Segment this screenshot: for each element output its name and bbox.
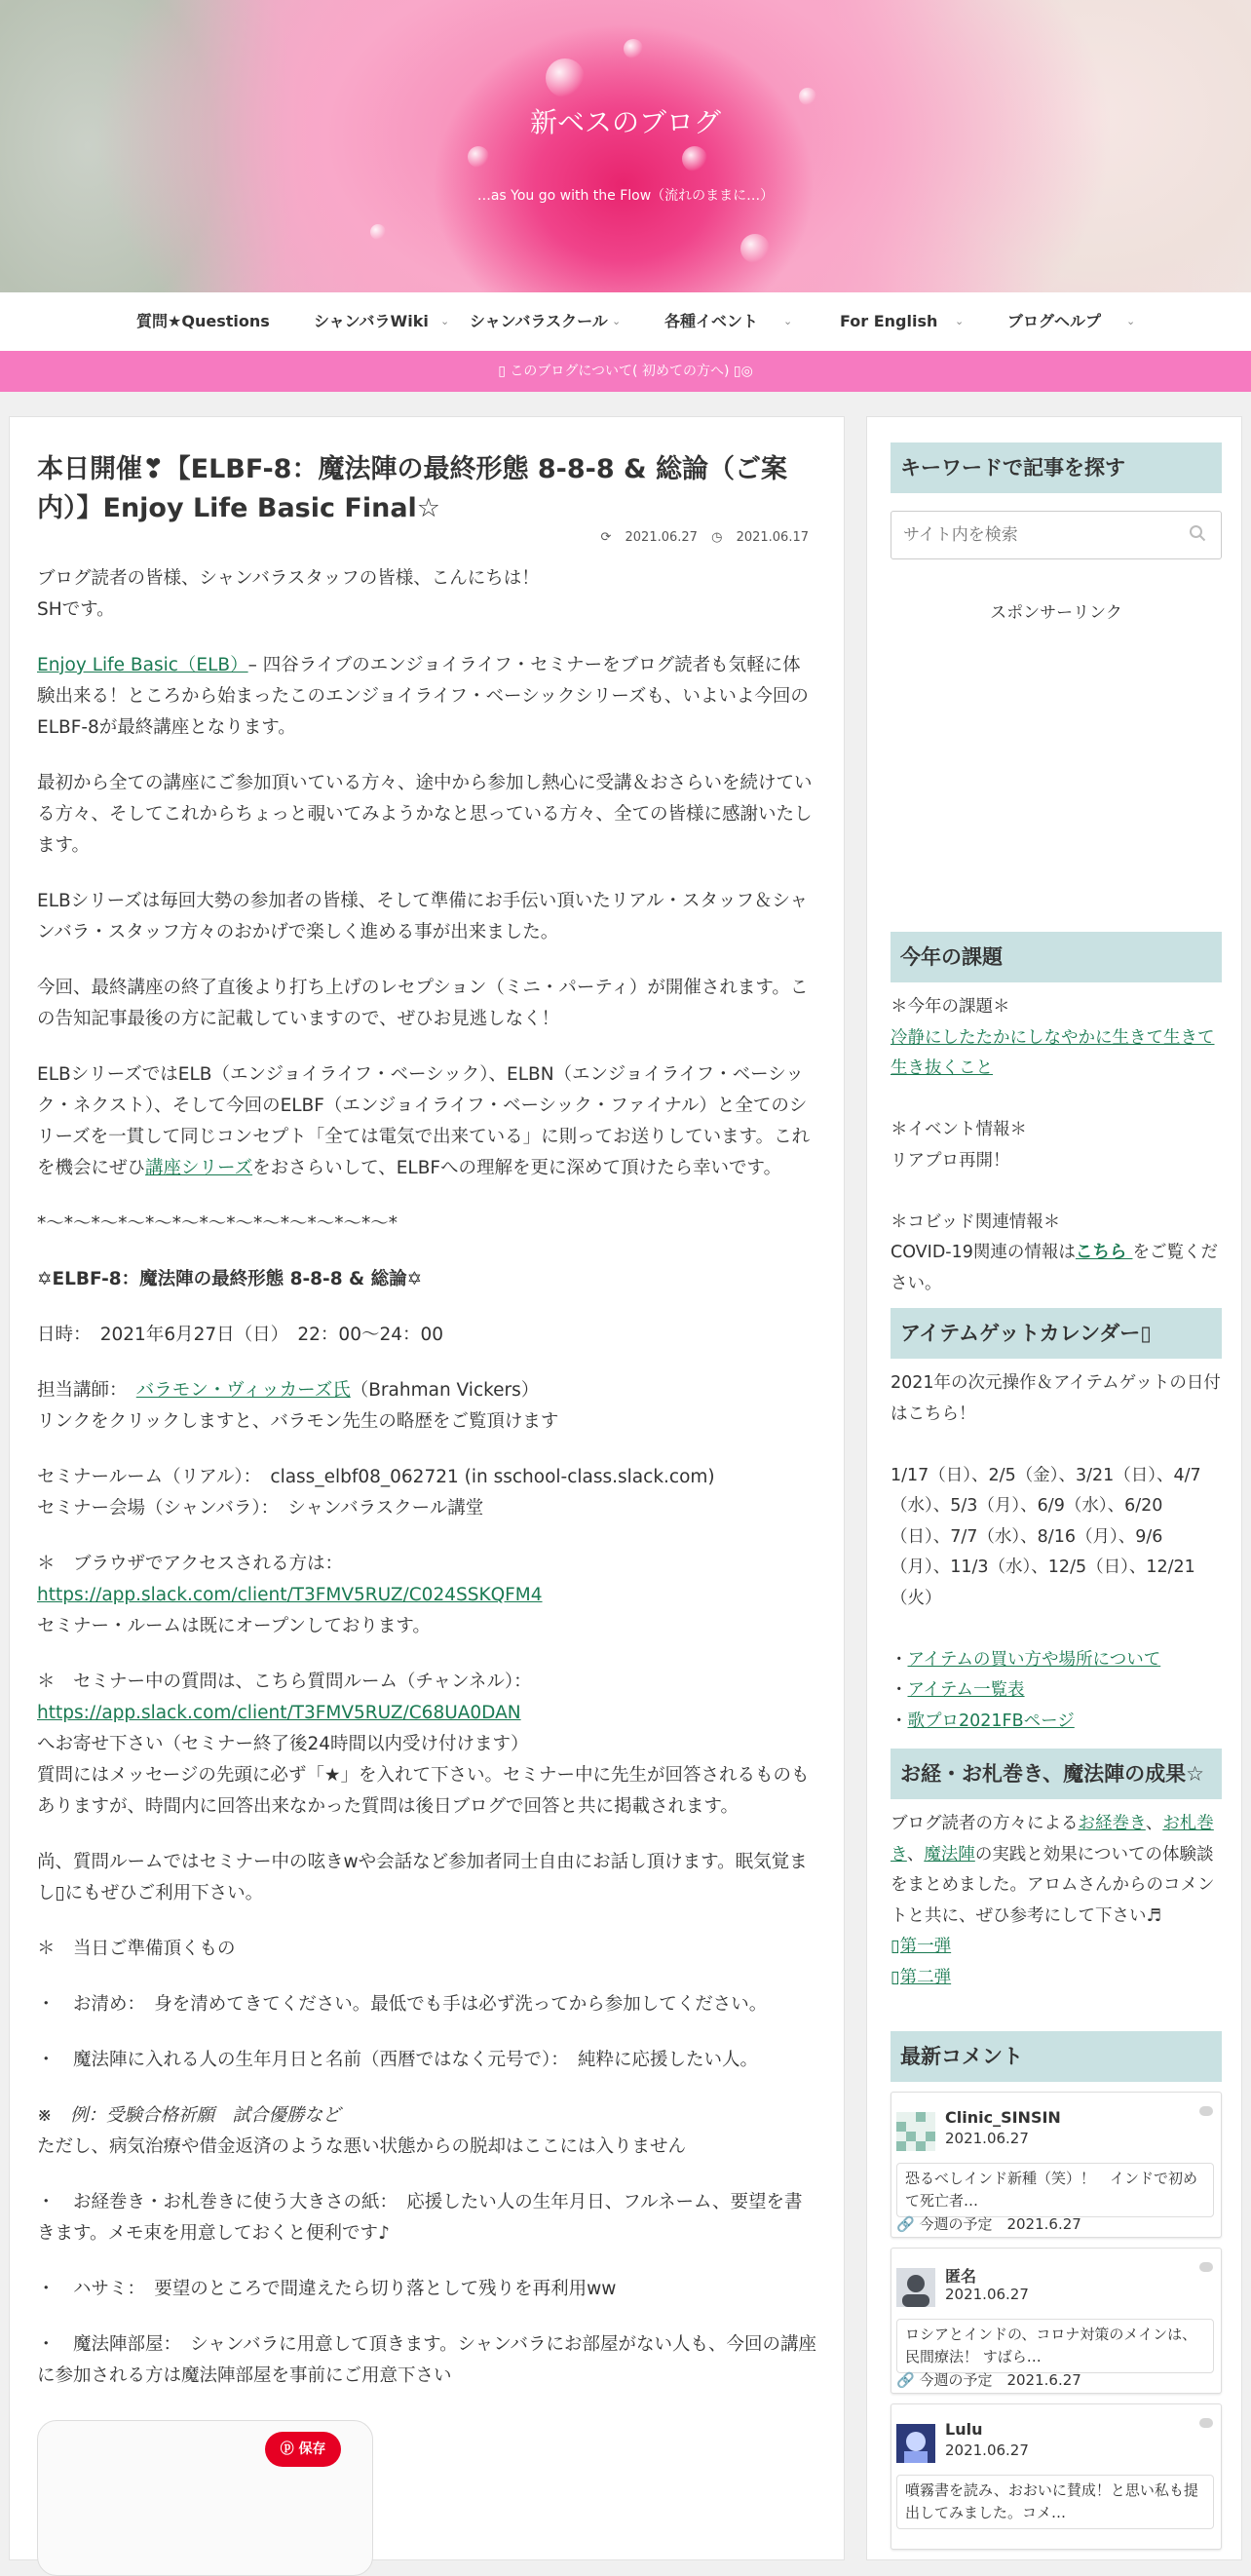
nav-item-wiki[interactable] <box>314 292 450 351</box>
elb-link[interactable]: Enjoy Life Basic（ELB） <box>37 655 248 675</box>
comment-card[interactable] <box>891 2248 1222 2394</box>
comment-bubble-icon <box>1199 2418 1213 2428</box>
task-widget <box>891 992 1222 1299</box>
nav-item-label: For English <box>840 312 938 330</box>
greeting-line: ブログ読者の皆様、シャンバラスタッフの皆様、こんにちは！ <box>37 568 540 589</box>
post-content <box>37 563 816 2416</box>
elb-intro <box>37 650 816 744</box>
avatar <box>896 2112 935 2151</box>
chevron-down-icon: ⌄ <box>783 315 793 327</box>
question-label: ＊ セミナー中の質問は、こちら質問ルーム（チャンネル）： <box>37 1672 532 1692</box>
nav-item-help[interactable] <box>1007 292 1138 351</box>
link-icon: 🔗 <box>896 2215 915 2233</box>
calendar-widget-title: アイテムゲットカレンダー▯ <box>891 1308 1222 1359</box>
prep-item: ・ 魔法陣に入れる人の生年月日と名前（西暦ではなく元号で）： 純粋に応援したい人。 <box>37 2050 759 2070</box>
results-text: の実践と効果についての体験談をまとめました。アロムさんからのコメントと共に、ぜひ参考にして下さい♬ <box>891 1844 1215 1926</box>
search-icon[interactable] <box>1189 524 1206 542</box>
concept-paragraph <box>37 1059 816 1184</box>
results-part2-link[interactable]: ▯第二弾 <box>891 1967 952 1987</box>
prep-item: ・ お経巻き・お札巻きに使う大きさの紙： 応援したい人の生年月日、フルネーム、要望を書きます。メモ束を用意しておくと便利です♪ <box>37 2192 803 2244</box>
browser-access <box>37 1549 816 1642</box>
calendar-widget: 2021年の次元操作＆アイテムゲットの日付はこちら！ 1/17（日）、2/5（金）、3/21（日）、4/7（水）、5/3（月）、6/9（水）、6/20（日）、7/7（水）、8/16（月）、9/6（月）、11/3（水）、12/5（日）、12/21（火） ・アイテムの買い方や場所について ・アイテム一覧表 ・歌プロ2021FBページ <box>891 1373 1221 1731</box>
browser-label: ＊ ブラウザでアクセスされる方は： <box>37 1554 343 1574</box>
search-input[interactable] <box>891 511 1222 559</box>
example-note: ※ 例：受験合格祈願 試合優勝など <box>37 2105 341 2126</box>
comment-author: Clinic_SINSIN <box>945 2108 1061 2127</box>
covid-link[interactable]: こちら <box>1075 1243 1133 1262</box>
comment-author: Lulu <box>945 2420 983 2439</box>
notice-bar[interactable]: ▯ このブログについて( 初めての方へ) ▯◎ <box>0 351 1251 392</box>
comment-date: 2021.06.27 <box>945 2130 1029 2147</box>
comment-card[interactable] <box>891 2092 1222 2238</box>
avatar <box>896 2424 935 2463</box>
task-heading: ＊今年の課題＊ <box>891 997 1010 1017</box>
chat-paragraph: 尚、質問ルームではセミナー中の呟きwや会話など参加者同士自由にお話し頂けます。眠気覚まし▯にもぜひご利用下さい。 <box>37 1852 808 1903</box>
site-title[interactable]: 新ベスのブログ <box>529 106 721 138</box>
chevron-down-icon: ⌄ <box>1126 315 1136 327</box>
comment-date: 2021.06.27 <box>945 2286 1029 2303</box>
event-text: リアプロ再開！ <box>891 1150 1010 1171</box>
main-nav <box>0 292 1251 351</box>
comment-post-title: 今週の予定 2021.6.27 <box>919 2215 1081 2233</box>
nav-item-label: シャンバラスクール <box>470 312 608 330</box>
course-series-link[interactable]: 講座シリーズ <box>145 1158 253 1178</box>
example-block <box>37 2100 816 2163</box>
site-description: …as You go with the Flow（流れのままに…） <box>476 188 775 204</box>
room-shambala: セミナー会場（シャンバラ）： シャンバラスクール講堂 <box>37 1498 484 1519</box>
prep-item: ・ 魔法陣部屋： シャンバラに用意して頂きます。シャンバラにお部屋がない人も、今回の講座に参加される方は魔法陣部屋を事前にご用意下さい <box>37 2334 816 2386</box>
article <box>9 416 845 2560</box>
calendar-dates: 1/17（日）、2/5（金）、3/21（日）、4/7（水）、5/3（月）、6/9（水）、6/20（日）、7/7（水）、8/16（月）、9/6（月）、11/3（水）、12/5（日）、12/21（火） <box>891 1465 1201 1608</box>
nav-item-label: 各種イベント <box>664 312 759 330</box>
avatar <box>896 2268 935 2307</box>
room-info <box>37 1462 816 1524</box>
comment-bubble-icon <box>1199 2262 1213 2272</box>
thanks-paragraph: 最初から全ての講座にご参加頂いている方々、途中から参加し熱心に受講＆おさらいを続けている方々、そしてこれからちょっと覗いてみようかなと思っている方々、全ての皆様に感謝いたします。 <box>37 773 813 856</box>
comment-post-link[interactable] <box>896 2213 1081 2234</box>
concept-text: ELBシリーズではELB（エンジョイライフ・ベーシック）、ELBN（エンジョイライフ・ベーシック・ネクスト）、そして今回のELBF（エンジョイライフ・ベーシック・ファイナル）と全てのシリーズを一貫して同じコンセプト「全ては電気で出来ている」に則ってお送りしています。これを機会にぜひ <box>37 1064 811 1178</box>
task-link[interactable]: 冷静にしたたかにしなやかに生きて生きて生き抜くこと <box>891 1027 1215 1078</box>
chevron-down-icon: ⌄ <box>440 315 450 327</box>
item-howto-link[interactable]: アイテムの買い方や場所について <box>907 1649 1161 1670</box>
post-title: 本日開催❣【ELBF-8：魔法陣の最終形態 8-8-8 & 総論（ご案内）】Enjoy Life Basic Final☆ <box>37 454 787 523</box>
fb-page-link[interactable]: 歌プロ2021FBページ <box>907 1711 1075 1731</box>
comment-excerpt: 噴霧書を読み、おおいに賛成！と思い私も提出してみました。コメ… <box>896 2475 1214 2529</box>
reception-paragraph: 今回、最終講座の終了直後より打ち上げのレセプション（ミニ・パーティ）が開催されます。この告知記事最後の方に記載していますので、ぜひお見逃しなく！ <box>37 978 809 1029</box>
updated-date-value: 2021.06.27 <box>625 530 698 545</box>
task-widget-title: 今年の課題 <box>891 932 1222 982</box>
prep-item: ・ お清め： 身を清めてきてください。最低でも手は必ず洗ってから参加してください。 <box>37 1994 768 2015</box>
results-separator: 、 <box>906 1844 925 1865</box>
published-date-value: 2021.06.17 <box>736 530 809 545</box>
mahoujin-link[interactable]: 魔法陣 <box>924 1844 975 1865</box>
post-dates <box>590 530 809 545</box>
comment-post-link[interactable] <box>896 2369 1081 2390</box>
greeting <box>37 563 816 626</box>
lecturer-link[interactable]: バラモン・ヴィッカーズ氏 <box>135 1380 351 1401</box>
elb-text: – 四谷ライブのエンジョイライフ・セミナーをブログ読者も気軽に体験出来る！ところから始まったこのエンジョイライフ・ベーシックシリーズも、いよいよ今回のELBF-8が最終講座となります。 <box>37 655 809 738</box>
concept-text: をおさらいして、ELBFへの理解を更に深めて頂けたら幸いです。 <box>252 1158 782 1178</box>
nav-item-label: 質問★Questions <box>136 312 270 330</box>
okyo-link[interactable]: お経巻き <box>1078 1814 1146 1833</box>
link-icon: 🔗 <box>896 2371 915 2389</box>
prep-item: ・ ハサミ： 要望のところで間違えたら切り落として残りを再利用ww <box>37 2279 617 2299</box>
pinterest-save-button[interactable] <box>265 2432 341 2467</box>
comment-author: 匿名 <box>945 2267 977 2286</box>
series-paragraph: ELBシリーズは毎回大勢の参加者の皆様、そして準備にお手伝い頂いたリアル・スタッフ＆シャンバラ・スタッフ方々のおかげで楽しく進める事が出来ました。 <box>37 891 809 942</box>
results-widget-title: お経・お札巻き、魔法陣の成果☆ <box>891 1749 1222 1799</box>
covid-text: をご覧ください。 <box>891 1243 1218 1293</box>
event-datetime: 日時： 2021年6月27日（日） 22：00〜24：00 <box>37 1325 444 1345</box>
question-slack-link[interactable]: https://app.slack.com/client/T3FMV5RUZ/C68UA0DAN <box>37 1703 521 1723</box>
nav-item-label: シャンバラWiki <box>314 312 429 330</box>
covid-heading: ＊コビッド関連情報＊ <box>891 1211 1061 1232</box>
sidebar <box>866 416 1242 2560</box>
room-real: セミナールーム（リアル）： class_elbf08_062721 (in sschool-class.slack.com) <box>37 1467 715 1487</box>
results-text: ブログ読者の方々による <box>891 1814 1079 1833</box>
nav-item-school[interactable] <box>470 292 626 351</box>
nav-item-label: ブログヘルプ <box>1007 312 1102 330</box>
chevron-down-icon: ⌄ <box>612 315 622 327</box>
nav-item-questions[interactable] <box>136 292 270 351</box>
covid-text: COVID-19関連の情報は <box>891 1243 1076 1262</box>
save-label: 保存 <box>298 2441 326 2457</box>
question-note: 質問にはメッセージの先頭に必ず「★」を入れて下さい。セミナー中に先生が回答されるものもありますが、時間内に回答出来なかった質問は後日ブログで回答と共に掲載されます。 <box>37 1765 810 1817</box>
comment-card[interactable] <box>891 2403 1222 2550</box>
chevron-down-icon: ⌄ <box>955 315 965 327</box>
ofuda-link[interactable]: お札巻き <box>891 1814 1214 1865</box>
results-separator: 、 <box>1145 1814 1163 1833</box>
comment-bubble-icon <box>1199 2106 1213 2116</box>
browser-slack-link[interactable]: https://app.slack.com/client/T3FMV5RUZ/C024SSKQFM4 <box>37 1585 543 1605</box>
example-text: ただし、病気治療や借金返済のような悪い状態からの脱却はここには入りません <box>37 2136 687 2157</box>
header-banner <box>0 0 1251 292</box>
lecturer-info <box>37 1375 816 1438</box>
lecturer-label: 担当講師： <box>37 1380 136 1401</box>
item-list-link[interactable]: アイテム一覧表 <box>907 1680 1025 1700</box>
updated-date: ⟳ 2021.06.27 <box>600 530 698 545</box>
pinterest-icon: ⓟ <box>280 2441 299 2457</box>
event-heading: ＊イベント情報＊ <box>891 1120 1027 1139</box>
sponsor-label: スポンサーリンク <box>990 603 1122 623</box>
comments-widget-title: 最新コメント <box>891 2031 1222 2082</box>
lecturer-note: リンクをクリックしますと、バラモン先生の略歴をご覧頂けます <box>37 1411 559 1432</box>
greeting-line: SHです。 <box>37 599 115 620</box>
section-heading: ✡ELBF-8：魔法陣の最終形態 8-8-8 & 総論✡ <box>37 1269 423 1289</box>
search-widget-title: キーワードで記事を探す <box>891 442 1222 493</box>
prep-title: ＊ 当日ご準備頂くもの <box>37 1939 236 1959</box>
nav-item-events[interactable] <box>664 292 795 351</box>
comment-post-title: 今週の予定 2021.6.27 <box>919 2371 1081 2389</box>
comment-date: 2021.06.27 <box>945 2441 1029 2459</box>
results-part1-link[interactable]: ▯第一弾 <box>891 1937 952 1956</box>
lecturer-suffix: （Brahman Vickers） <box>350 1380 540 1401</box>
browser-note: セミナー・ルームは既にオープンしております。 <box>37 1616 431 1636</box>
question-room <box>37 1667 816 1823</box>
question-note: へお寄せ下さい（セミナー終了後24時間以内受け付けます） <box>37 1734 529 1754</box>
comment-excerpt: 恐るべしインド新種（笑）！ インドで初めて死亡者… <box>896 2163 1214 2217</box>
divider-line: *〜*〜*〜*〜*〜*〜*〜*〜*〜*〜*〜*〜*〜* <box>37 1213 398 1234</box>
nav-item-english[interactable] <box>840 292 967 351</box>
results-widget <box>891 1809 1222 1993</box>
calendar-intro: 2021年の次元操作＆アイテムゲットの日付はこちら！ <box>891 1373 1221 1424</box>
published-date: ◷ 2021.06.17 <box>711 530 809 545</box>
comment-excerpt: ロシアとインドの、コロナ対策のメインは、民間療法！ すばら… <box>896 2319 1214 2373</box>
